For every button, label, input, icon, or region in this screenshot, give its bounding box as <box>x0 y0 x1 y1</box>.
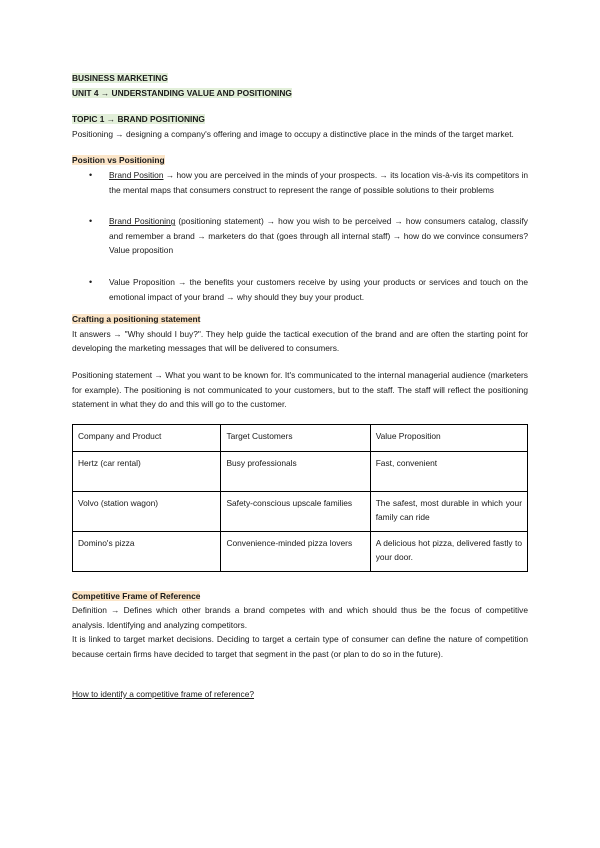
document-body <box>72 71 528 701</box>
term-brand-positioning: Brand Positioning <box>109 216 176 227</box>
competitive-question <box>72 687 528 702</box>
positioning-definition: Positioning → designing a company's offering and image to occupy a distinctive place in the minds of the target market. <box>72 128 514 139</box>
competitive-heading: Competitive Frame of Reference <box>72 590 201 601</box>
table-cell: Fast, convenient <box>370 451 527 491</box>
table-header-company: Company and Product <box>73 424 221 451</box>
positioning-list-3 <box>72 275 528 304</box>
list-item-brand-position <box>109 168 528 197</box>
positioning-table <box>72 424 528 572</box>
unit-title: UNIT 4 → UNDERSTANDING VALUE AND POSITIONING <box>72 87 292 98</box>
crafting-heading: Crafting a positioning statement <box>72 314 201 325</box>
table-row <box>73 451 528 491</box>
crafting-paragraph-1: It answers → "Why should I buy?". They help guide the tactical execution of the brand and are often the starting point for developing the marketing messages that will be delivered to consumers. <box>72 328 528 354</box>
positioning-list-2 <box>72 214 528 258</box>
term-brand-position: Brand Position <box>109 169 164 180</box>
competitive-definition: Definition → Defines which other brands a brand competes with and which should thus be the focus of competitive analysis. Identifying and analyzing competitors. <box>72 605 528 630</box>
table-row <box>73 531 528 571</box>
position-vs-positioning-heading: Position vs Positioning <box>72 155 165 166</box>
table-header-row <box>73 424 528 451</box>
list-item-brand-positioning <box>109 214 528 258</box>
brand-position-text: → how you are perceived in the minds of your prospects. → its location vis-à-vis its competitors in the mental maps that consumers construct to represent the range of possible solutions to their problems <box>109 169 528 195</box>
topic-title: TOPIC 1 → BRAND POSITIONING <box>72 114 205 125</box>
competitive-linked: It is linked to target market decisions. Deciding to target a certain type of consumer can define the nature of competition because certain firms have decided to target that segment in the past (or plan to do so in the future). <box>72 634 528 660</box>
table-cell: Volvo (station wagon) <box>73 491 221 531</box>
table-cell: Hertz (car rental) <box>73 451 221 491</box>
competitive-question-text: How to identify a competitive frame of reference? <box>72 688 255 699</box>
table-row <box>73 491 528 531</box>
table-cell: Safety-conscious upscale families <box>221 491 370 531</box>
crafting-paragraph-2: Positioning statement → What you want to be known for. It's communicated to the internal managerial audience (marketers for example). The positioning is not communicated to your customers, but to the staff. The staff will reflect the positioning statement in what they do and this will go to the customer. <box>72 369 528 410</box>
table-header-value: Value Proposition <box>370 424 527 451</box>
list-item-value-proposition <box>109 275 528 304</box>
brand-positioning-text: (positioning statement) → how you wish to be perceived → how consumers catalog, classify and remember a brand → marketers do that (goes through all internal staff) → how do we convince consumers? Value proposition <box>109 216 528 256</box>
table-cell: Convenience-minded pizza lovers <box>221 531 370 571</box>
table-cell: Domino's pizza <box>73 531 221 571</box>
table-cell: The safest, most durable in which your family can ride <box>370 491 527 531</box>
course-title: BUSINESS MARKETING <box>72 73 168 83</box>
table-cell: A delicious hot pizza, delivered fastly to your door. <box>370 531 527 571</box>
positioning-list <box>72 168 528 197</box>
table-header-target: Target Customers <box>221 424 370 451</box>
table-cell: Busy professionals <box>221 451 370 491</box>
value-proposition-text: Value Proposition → the benefits your customers receive by using your products or services and touch on the emotional impact of your brand → why should they buy your product. <box>109 276 528 302</box>
